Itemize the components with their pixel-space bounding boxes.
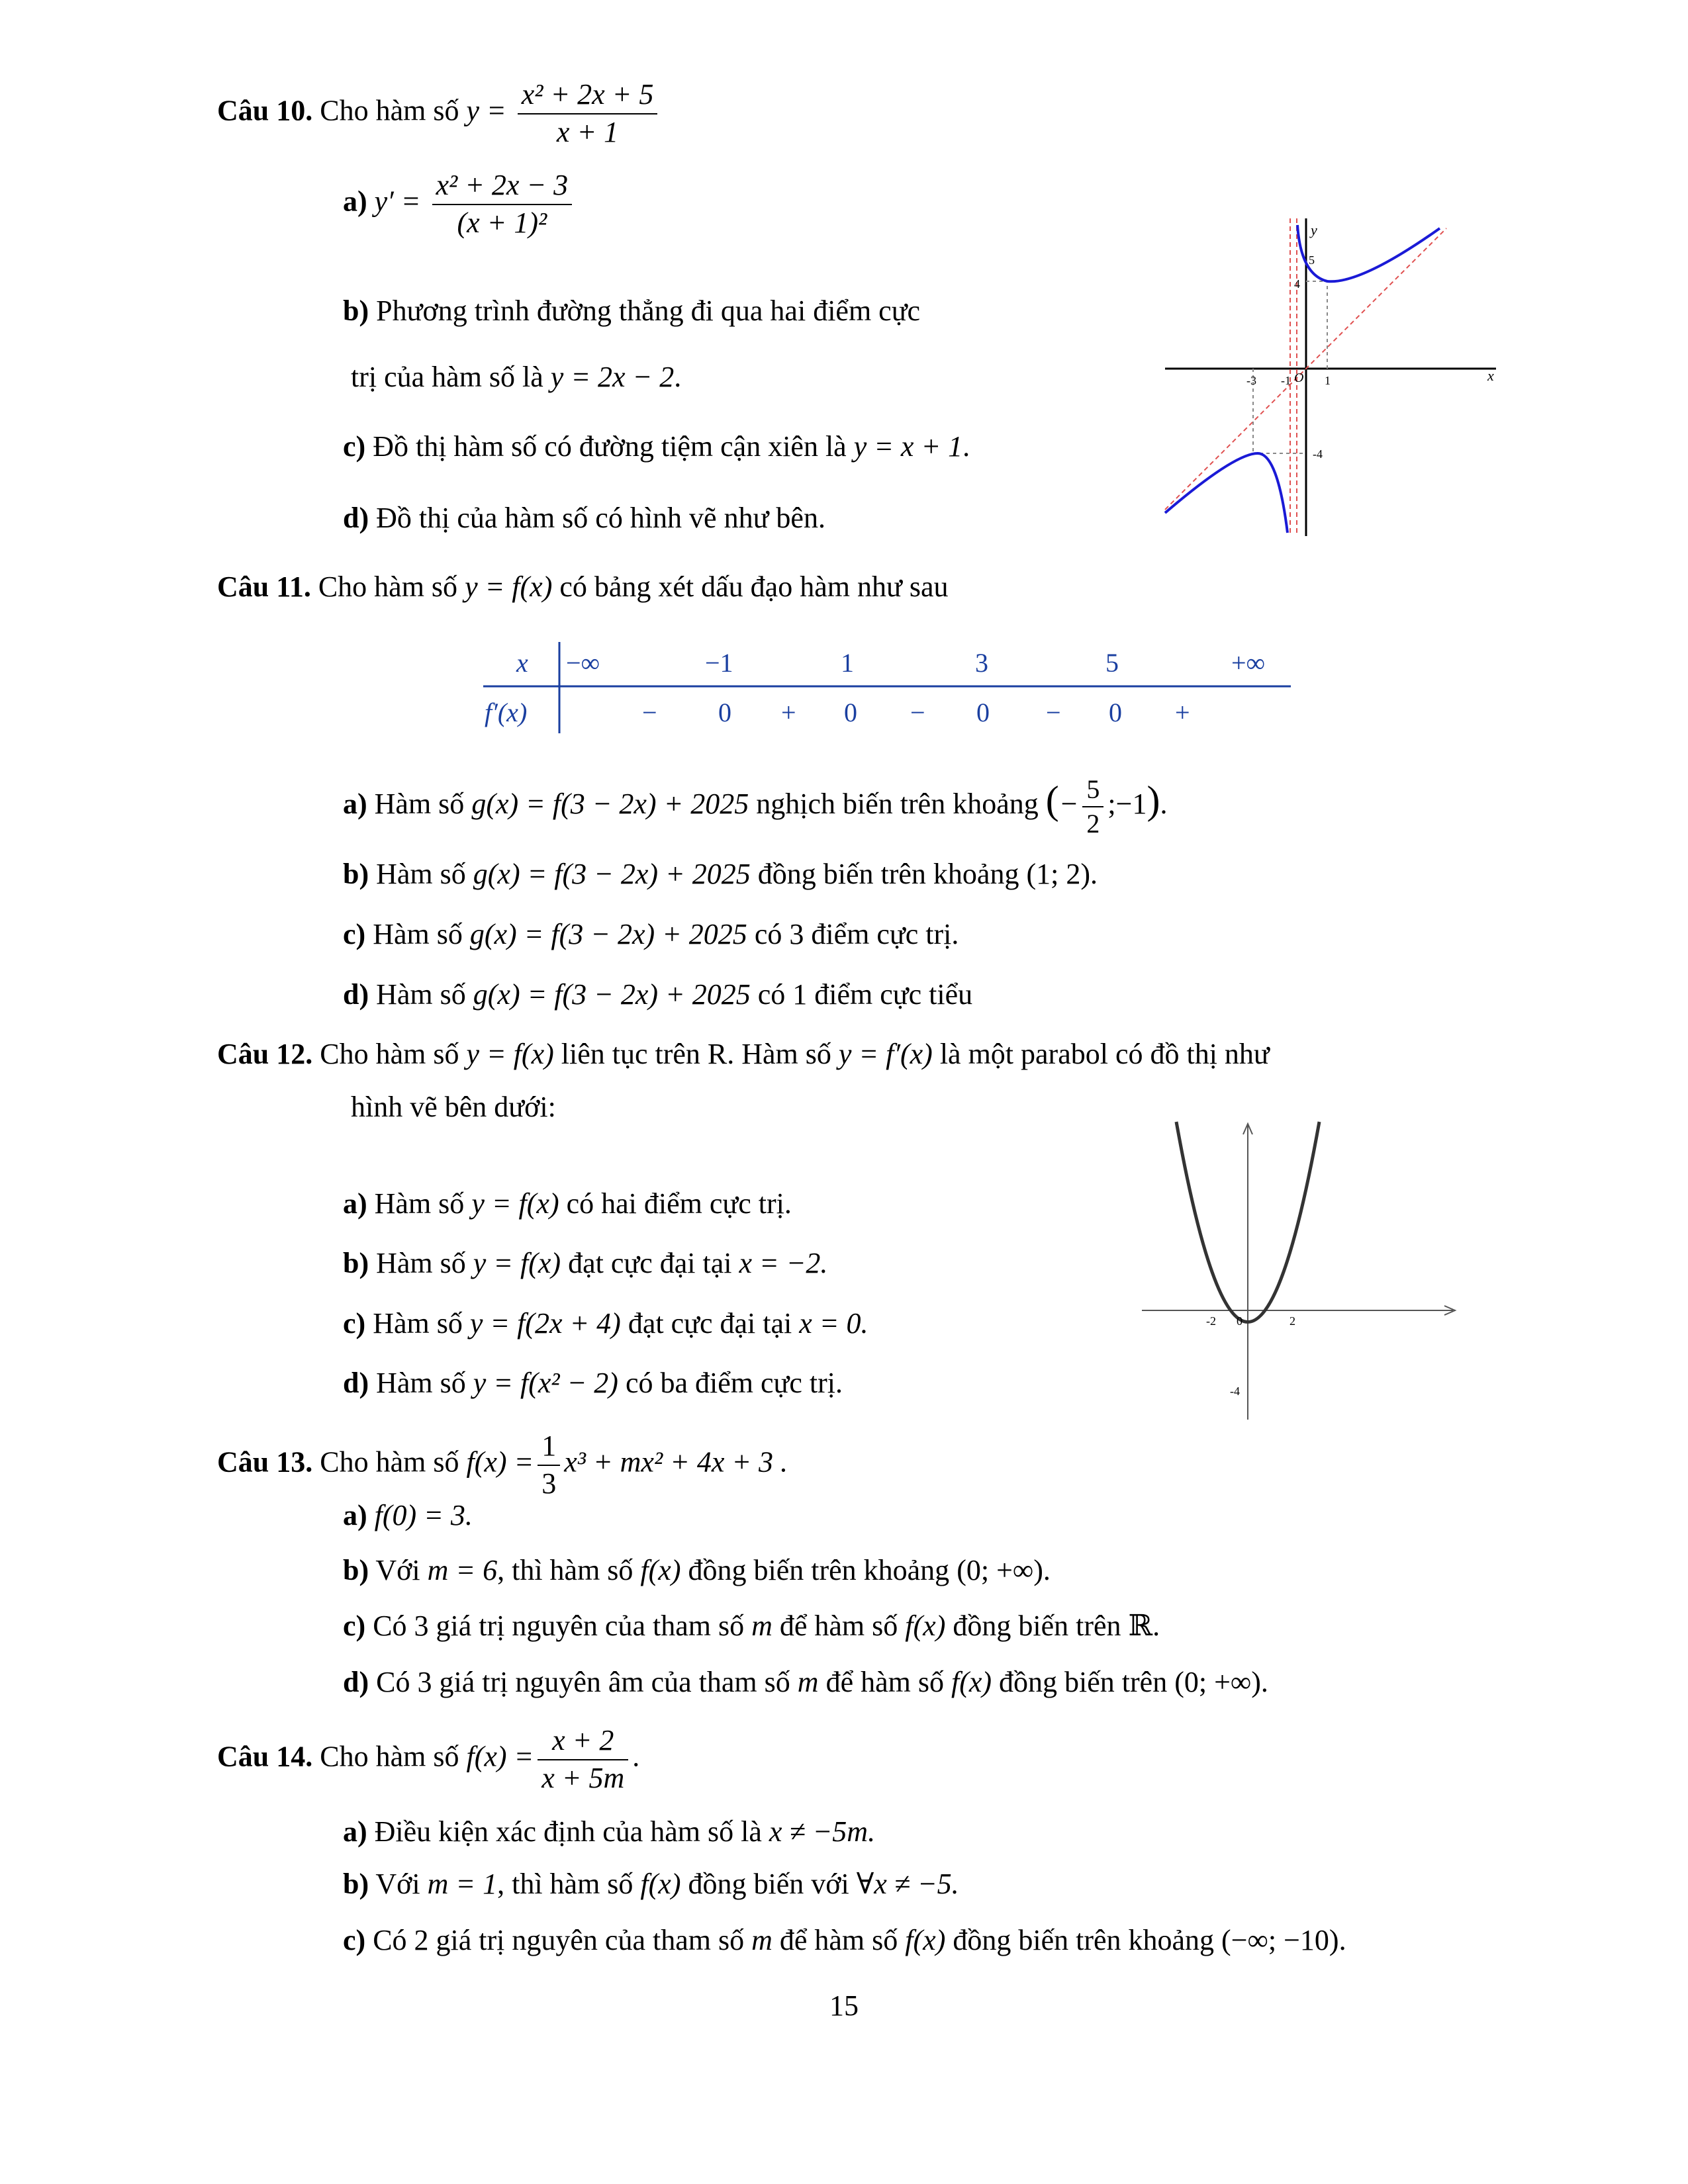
q10-option-b-line1 [343,295,920,328]
option-text: Đồ thị hàm số có đường tiệm cận xiên là [373,430,847,463]
option-text: Hàm số [376,858,466,890]
punct: . [1160,788,1168,821]
q14-option-a [343,1815,875,1849]
option-text: để hàm số [825,1666,944,1698]
option-text: Hàm số [376,1247,466,1279]
option-text: có ba điểm cực trị. [625,1367,843,1399]
option-label: c) [343,430,366,463]
question-label: Câu 10. [217,94,313,127]
math: f(x) [905,1610,946,1642]
q11-option-a [343,774,1167,839]
option-text: đồng biến trên khoảng [688,1554,950,1586]
numerator: x² + 2x + 5 [518,78,658,114]
sign: 0 [1109,698,1122,727]
math: y = f(x) [471,1187,559,1220]
fraction [432,169,573,240]
math: f(x) = [466,1740,534,1773]
page-number: 15 [829,1989,859,2022]
option-label: b) [343,1554,369,1586]
x-value: 3 [975,648,988,678]
stem-text: Cho hàm số [320,1740,459,1773]
option-label: c) [343,1610,366,1642]
option-label: b) [343,295,369,327]
option-label: d) [343,1666,369,1698]
stem-text: Cho hàm số [320,94,459,127]
stem-text: liên tục trên R. Hàm số [561,1038,831,1070]
q10-option-b-line2 [351,361,681,394]
math: m [797,1666,819,1698]
option-text: để hàm số [779,1610,898,1642]
math: y = f(x) [473,1247,561,1279]
math: y = 2x − 2 [550,361,675,393]
option-label: c) [343,1307,366,1340]
option-text: trị của hàm số là [351,361,543,393]
q11-option-d [343,978,972,1012]
math: y = f(x) [466,1038,554,1070]
q12-stem-line2 [351,1091,556,1124]
question-label: Câu 13. [217,1445,313,1479]
tick-label: -1 [1281,374,1291,387]
q13-option-a [343,1499,473,1533]
option-text: Có 3 giá trị nguyên của tham số [373,1610,745,1642]
fraction [538,1724,628,1795]
option-text: Đồ thị của hàm số có hình vẽ như bên. [376,502,825,534]
y-axis-label: y [1311,222,1317,238]
fraction [538,1430,560,1500]
math: y = [466,94,506,127]
stem-text: Cho hàm số [318,570,458,603]
sign: − [642,698,657,727]
interval: (−∞; −10). [1221,1924,1346,1956]
math: y = x + 1 [853,430,963,463]
tick-label: -4 [1313,447,1323,461]
q12-option-d [343,1367,843,1400]
denominator: (x + 1)² [457,206,547,239]
tick-label: -4 [1230,1385,1240,1398]
option-text: đạt cực đại tại [628,1307,792,1340]
denominator: 3 [541,1467,557,1500]
option-text: để hàm số [779,1924,898,1956]
paren: ) [1147,778,1160,823]
x-value: +∞ [1231,648,1266,678]
fraction [518,78,658,149]
q12-option-a [343,1187,792,1221]
denominator: 2 [1086,809,1100,839]
numerator: x + 2 [538,1724,628,1760]
x-header: x [516,648,528,678]
option-text: Với [375,1868,420,1900]
math: m [751,1924,773,1956]
option-text: Phương trình đường thẳng đi qua hai điểm cực [376,295,921,327]
sign: + [781,698,796,727]
sign: 0 [844,698,857,727]
math: g(x) = f(3 − 2x) + 2025 [473,978,751,1011]
option-label: b) [343,858,369,890]
math: x ≠ −5m. [769,1815,876,1848]
punct: . [632,1740,640,1773]
interval: (0; +∞). [1174,1666,1268,1698]
option-text: Có 2 giá trị nguyên của tham số [373,1924,745,1956]
math: x³ + mx² + 4x + 3 . [564,1445,788,1479]
interval: (1; 2) [1026,858,1090,890]
fraction [1082,774,1103,839]
option-label: d) [343,1367,369,1399]
numerator: x² + 2x − 3 [432,169,573,205]
x-value: −∞ [566,648,600,678]
numerator: 1 [538,1430,560,1466]
math: y′ = [374,185,421,218]
tick-label: 4 [1294,277,1300,291]
option-text: có hai điểm cực trị. [566,1187,792,1220]
q10-option-d [343,502,825,535]
sign: − [910,698,925,727]
q14-stem [217,1724,639,1795]
question-label: Câu 12. [217,1038,313,1070]
interval: (0; +∞). [957,1554,1051,1586]
option-text: nghịch biến trên khoảng [756,788,1039,821]
math: y = f(x² − 2) [473,1367,618,1399]
q13-option-d [343,1666,1268,1700]
option-text: Hàm số [374,1187,465,1220]
punct: . [962,430,970,463]
q13-option-c [343,1610,1160,1643]
stem-text: Cho hàm số [320,1038,459,1070]
tick-label: 5 [1309,253,1315,267]
option-text: đồng biến trên [999,1666,1168,1698]
option-text: Điều kiện xác định của hàm số là [374,1815,762,1848]
q13-stem [217,1430,788,1500]
option-text: , thì hàm số [497,1554,633,1586]
math: ∀x ≠ −5. [856,1868,959,1900]
stem-text: Cho hàm số [320,1445,459,1479]
option-label: a) [343,1499,367,1531]
option-text: đồng biến trên khoảng [757,858,1019,890]
option-text: Hàm số [374,788,465,821]
q10-option-c [343,430,970,464]
option-text: đồng biến với [688,1868,849,1900]
q12-option-b [343,1247,827,1281]
q11-option-c [343,918,959,952]
question-label: Câu 14. [217,1740,313,1773]
denominator: x + 5m [541,1761,625,1794]
q14-option-c [343,1924,1346,1958]
math: f(x) [905,1924,946,1956]
q10-function-graph [1162,215,1506,539]
q10-option-a [343,169,576,240]
option-label: a) [343,1187,367,1220]
sign: 0 [718,698,731,727]
left-branch-curve [1165,453,1288,533]
q12-parabola-graph [1139,1118,1463,1423]
math: g(x) = f(3 − 2x) + 2025 [471,788,749,821]
math: g(x) = f(3 − 2x) + 2025 [473,858,751,890]
x-value: 1 [841,648,854,678]
option-text: Có 3 giá trị nguyên âm của tham số [376,1666,790,1698]
sign: 0 [976,698,990,727]
math: f(x) [951,1666,992,1698]
stem-text: là một parabol có đồ thị như [939,1038,1270,1070]
option-text: Hàm số [376,1367,466,1399]
math: y = f(2x + 4) [469,1307,621,1340]
math: f(x) [640,1868,681,1900]
tick-label: -3 [1246,374,1256,387]
math: f(x) [640,1554,681,1586]
stem-text: có bảng xét dấu đạo hàm như sau [559,570,949,603]
stem-text: hình vẽ bên dưới: [351,1091,556,1123]
math: m [751,1610,773,1642]
option-label: a) [343,1815,367,1848]
origin-label: O [1294,371,1304,385]
option-label: c) [343,1924,366,1956]
q10-stem [217,78,661,149]
option-label: a) [343,185,367,218]
math: x = 0. [799,1307,868,1340]
x-value: 5 [1105,648,1119,678]
tick-label: 2 [1289,1314,1295,1328]
math: m = 1 [427,1868,498,1900]
option-label: b) [343,1247,369,1279]
math: y = f(x) [465,570,553,603]
option-label: b) [343,1868,369,1900]
q13-option-b [343,1554,1051,1588]
question-label: Câu 11. [217,570,311,603]
option-label: d) [343,502,369,534]
tick-label: -2 [1206,1314,1216,1328]
math: x = −2. [739,1247,828,1279]
option-text: Hàm số [373,918,463,950]
option-label: d) [343,978,369,1011]
q12-option-c [343,1307,868,1341]
option-text: , thì hàm số [497,1868,633,1900]
option-label: a) [343,788,367,821]
fprime-header: f′(x) [485,698,528,727]
tick-label: 1 [1325,374,1331,387]
option-text: Hàm số [373,1307,463,1340]
math: f(0) = 3. [374,1499,473,1531]
option-text: đồng biến trên [953,1610,1121,1642]
punct: . [1090,858,1098,890]
punct: . [674,361,682,393]
option-text: Hàm số [376,978,466,1011]
option-text: Với [375,1554,420,1586]
math: f(x) = [466,1445,534,1479]
q11-option-b [343,858,1098,891]
q11-stem [217,570,948,604]
math: y = f′(x) [838,1038,933,1070]
math: g(x) = f(3 − 2x) + 2025 [469,918,747,950]
interval-end: ;−1 [1107,788,1147,821]
math: m = 6 [427,1554,498,1586]
option-text: đồng biến trên khoảng [953,1924,1215,1956]
x-value: −1 [705,648,733,678]
right-branch-curve [1297,225,1440,281]
sign: + [1175,698,1190,727]
option-text: có 1 điểm cực tiểu [757,978,973,1011]
q12-stem-line1 [217,1038,1270,1071]
set-symbol: ℝ. [1128,1610,1160,1642]
q11-sign-table [477,635,1297,745]
sign: − [1046,698,1061,727]
option-label: c) [343,918,366,950]
option-text: có 3 điểm cực trị. [754,918,959,950]
paren: ( [1045,778,1059,823]
denominator: x + 1 [556,115,619,148]
tick-label: 0 [1237,1314,1243,1328]
option-text: đạt cực đại tại [568,1247,732,1279]
x-axis-label: x [1487,367,1494,384]
numerator: 5 [1082,774,1103,807]
q14-option-b [343,1868,959,1901]
minus-sign: − [1058,788,1079,821]
